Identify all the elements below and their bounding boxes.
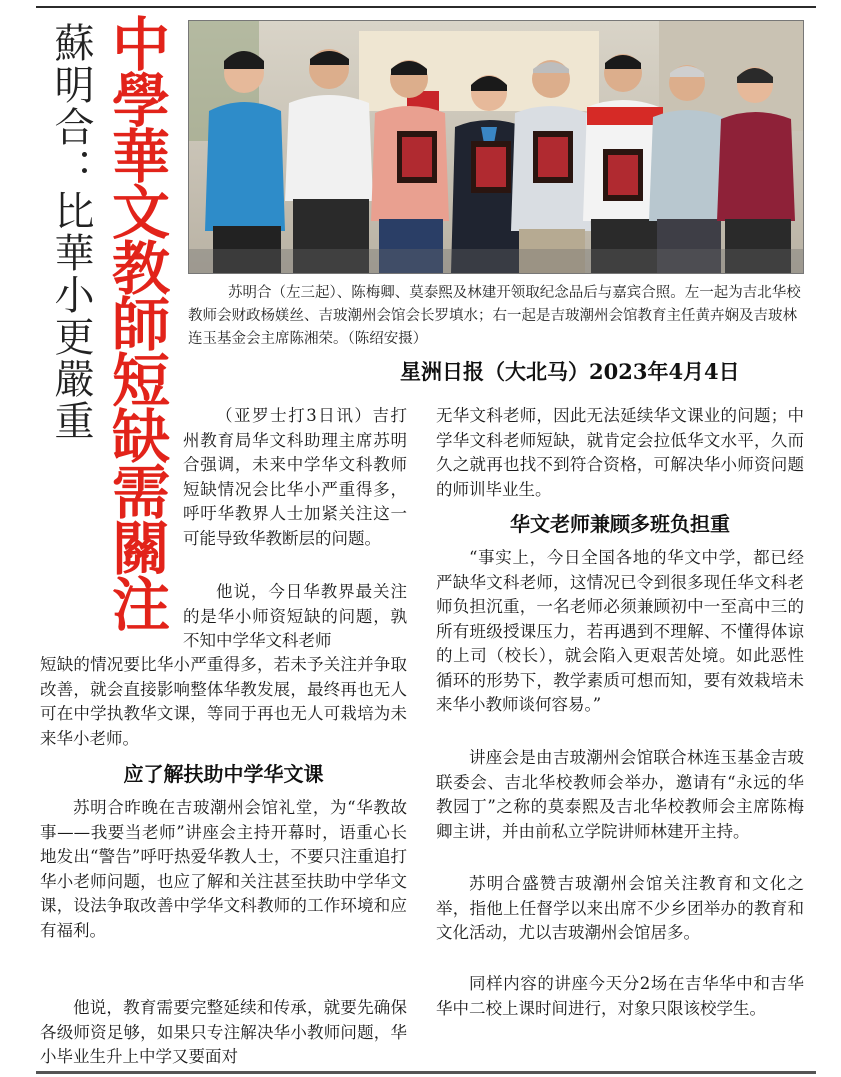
paragraph-7: 讲座会是由吉玻潮州会馆联合林连玉基金吉玻联委会、吉北华校教师会举办，邀请有“永远的华教园丁”之称的莫泰熙及吉北华校教师会主席陈梅卿主讲，并由前私立学院讲师林建开主持。: [436, 748, 804, 841]
paragraph-1: （亚罗士打3日讯）吉打州教育局华文科助理主席苏明合强调，未来中学华文科教师短缺情况会比华小严重得多，呼吁华教界人士加紧关注这一可能导致华教断层的问题。: [183, 406, 407, 548]
top-rule: [36, 6, 816, 8]
bottom-rule: [36, 1071, 816, 1074]
news-photo: [188, 20, 804, 274]
paragraph-8: 苏明合盛赞吉玻潮州会馆关注教育和文化之举，指他上任督学以来出席不少乡团举办的教育和文化活动，尤以吉玻潮州会馆居多。: [436, 874, 804, 942]
source-line: 星洲日报（大北马）2023年4月4日: [400, 357, 808, 387]
paragraph-5: 无华文科老师，因此无法延续华文课业的问题；中学华文科老师短缺，就肯定会拉低华文水平，久而久之就再也找不到符合资格，可解决华小师资问题的师训毕业生。: [436, 406, 804, 499]
main-headline: 中學華文教師短缺需關注: [102, 14, 170, 630]
paragraph-2a: 他说，今日华教界最关注的是华小师资短缺的问题，孰不知中学华文科老师: [183, 582, 407, 650]
section-heading-1: 应了解扶助中学华文课: [123, 762, 324, 786]
paragraph-4: 他说，教育需要完整延续和传承，就要先确保各级师资足够，如果只专注解决华小教师问题，华小毕业生升上中学又要面对: [40, 998, 407, 1066]
paragraph-9: 同样内容的讲座今天分2场在吉华华中和吉华华中二校上课时间进行，对象只限该校学生。: [436, 974, 804, 1018]
paragraph-3: 苏明合昨晚在吉玻潮州会馆礼堂，为“华教故事——我要当老师”讲座会主持开幕时，语重心长地发出“警告”呼吁热爱华教人士，不要只注重追打华小老师问题，也应了解和关注甚至扶助中学华文课，设法争取改善中学华文科教师的工作环境和应有福利。: [40, 798, 407, 940]
photo-caption: 苏明合（左三起）、陈梅卿、莫泰熙及林建开领取纪念品后与嘉宾合照。左一起为吉北华校教师会财政杨媄丝、吉玻潮州会馆会长罗填水；右一起是吉玻潮州会馆教育主任黄卉娴及吉玻林连玉基金会主席陈湘荣。（陈绍安摄）: [188, 285, 801, 347]
section-heading-2: 华文老师兼顾多班负担重: [510, 512, 730, 536]
paragraph-6: “事实上，今日全国各地的华文中学，都已经严缺华文科老师，这情况已令到很多现任华文科老师负担沉重，一名老师必须兼顾初中一至高中三的所有班级授课压力，若再遇到不理解、不懂得体谅的上司（校长），就会陷入更艰苦处境。如此恶性循环的形势下，教学素质可想而知，要有效栽培未来华小教师谈何容易。”: [436, 548, 804, 714]
paragraph-2b: 短缺的情况要比华小严重得多，若未予关注并争取改善，就会直接影响整体华教发展，最终再也无人可在中学执教华文课，等同于再也无人可栽培为未来华小老师。: [40, 655, 407, 748]
sub-headline: 蘇明合：比華小更嚴重: [48, 22, 94, 442]
